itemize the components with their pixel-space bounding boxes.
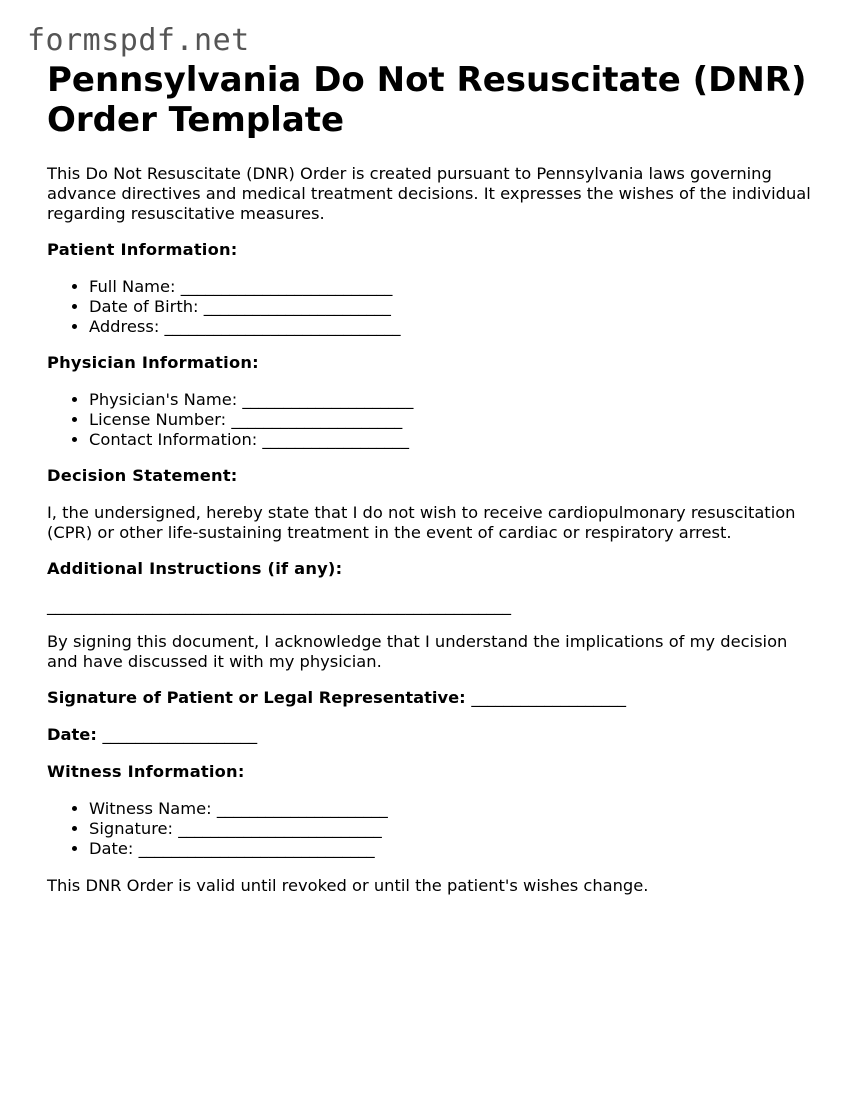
closing-statement: This DNR Order is valid until revoked or until the patient's wishes change. [47, 876, 649, 895]
signature-line [47, 688, 817, 708]
date-line [47, 725, 817, 745]
physician-info-heading: Physician Information: [47, 353, 259, 372]
watermark: formspdf.net [27, 23, 250, 58]
document-page [47, 60, 817, 896]
witness-signature-field[interactable]: • Signature: _________________________ [89, 819, 817, 839]
intro-paragraph: This Do Not Resuscitate (DNR) Order is created pursuant to Pennsylvania laws governing advance directives and medical treatment decisions. It expresses the wishes of the individual regarding resuscitative measures. [47, 164, 811, 223]
witness-date-field[interactable]: • Date: _____________________________ [89, 839, 817, 859]
date-field[interactable]: ___________________ [102, 725, 258, 744]
signature-field[interactable]: ___________________ [471, 688, 626, 707]
acknowledgement-paragraph: By signing this document, I acknowledge that I understand the implications of my decision and have discussed it with my physician. [47, 632, 788, 671]
additional-instructions-line[interactable]: _________________________________________________________ [47, 596, 512, 615]
patient-address-field[interactable]: • Address: _____________________________ [89, 317, 817, 337]
physician-contact-field[interactable]: • Contact Information: __________________ [89, 430, 817, 450]
physician-info-list [47, 390, 817, 450]
signature-label: Signature of Patient or Legal Representative: [47, 688, 466, 707]
additional-instructions-heading: Additional Instructions (if any): [47, 559, 343, 578]
witness-name-field[interactable]: • Witness Name: _____________________ [89, 799, 817, 819]
witness-info-list [47, 799, 817, 859]
witness-info-heading: Witness Information: [47, 762, 245, 781]
decision-statement: I, the undersigned, hereby state that I do not wish to receive cardiopulmonary resuscitation (CPR) or other life-sustaining treatment in the event of cardiac or respiratory arrest. [47, 503, 796, 542]
page-title: Pennsylvania Do Not Resuscitate (DNR) Order Template [47, 60, 807, 140]
physician-name-field[interactable]: • Physician's Name: _____________________ [89, 390, 817, 410]
physician-license-field[interactable]: • License Number: _____________________ [89, 410, 817, 430]
date-label: Date: [47, 725, 97, 744]
patient-info-heading: Patient Information: [47, 240, 238, 259]
patient-dob-field[interactable]: • Date of Birth: _______________________ [89, 297, 817, 317]
decision-heading: Decision Statement: [47, 466, 238, 485]
patient-info-list [47, 277, 817, 337]
patient-full-name-field[interactable]: • Full Name: __________________________ [89, 277, 817, 297]
